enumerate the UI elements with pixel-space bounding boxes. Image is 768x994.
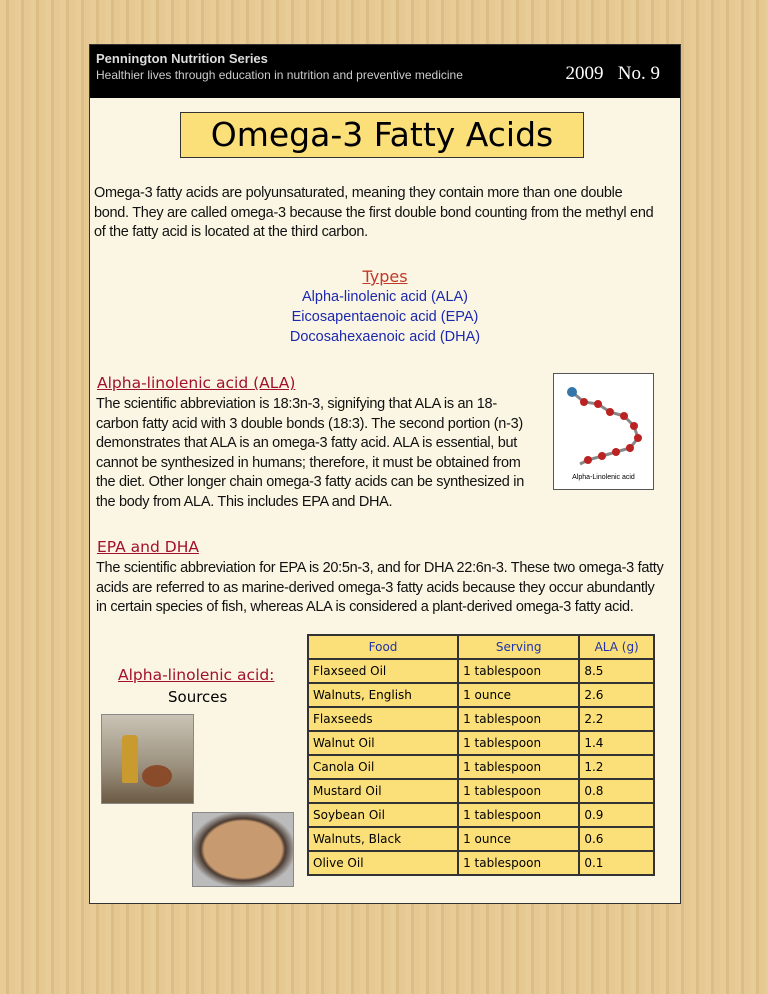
table-cell: 1 tablespoon <box>458 779 579 803</box>
table-row <box>308 755 654 779</box>
table-cell: Canola Oil <box>308 755 458 779</box>
table-cell: 1.4 <box>579 731 654 755</box>
ala-molecule-image <box>553 373 654 490</box>
type-item: Alpha-linolenic acid (ALA) <box>301 289 469 305</box>
table-cell: Walnut Oil <box>308 731 458 755</box>
table-row <box>308 779 654 803</box>
table-cell: Olive Oil <box>308 851 458 875</box>
table-cell: Walnuts, English <box>308 683 458 707</box>
table-cell: Flaxseed Oil <box>308 659 458 683</box>
table-cell: 2.6 <box>579 683 654 707</box>
ala-heading: Alpha-linolenic acid (ALA) <box>97 374 296 392</box>
column-header: Food <box>308 635 458 659</box>
ala-sources-table <box>307 634 655 876</box>
molecule-icon <box>554 374 653 469</box>
table-cell: Walnuts, Black <box>308 827 458 851</box>
issue-number: 2009 No. 9 <box>565 63 660 84</box>
tagline: Healthier lives through education in nutrition and preventive medicine <box>96 68 463 82</box>
table-cell: 1 tablespoon <box>458 851 579 875</box>
header-bar <box>90 45 680 98</box>
walnuts-image <box>192 812 294 887</box>
table-cell: Mustard Oil <box>308 779 458 803</box>
table-cell: 1 tablespoon <box>458 707 579 731</box>
sources-heading: Alpha-linolenic acid: <box>118 666 275 684</box>
table-cell: 2.2 <box>579 707 654 731</box>
table-row <box>308 803 654 827</box>
table-cell: 0.6 <box>579 827 654 851</box>
table-cell: Flaxseeds <box>308 707 458 731</box>
type-item: Eicosapentaenoic acid (EPA) <box>291 309 479 325</box>
types-heading: Types <box>362 267 408 286</box>
epa-heading: EPA and DHA <box>97 538 199 556</box>
table-cell: 0.8 <box>579 779 654 803</box>
epa-text: The scientific abbreviation for EPA is 20:5n-3, and for DHA 22:6n-3. These two omega-3 fatty acids are referred to as marine-derived omega-3 fatty acids because they occur abundantly in certain species of fish, whereas ALA is considered a plant-derived omega-3 fatty acid. <box>96 560 664 616</box>
table-cell: 1.2 <box>579 755 654 779</box>
oil-image <box>101 714 194 804</box>
page-title: Omega-3 Fatty Acids <box>180 112 584 158</box>
ala-text: The scientific abbreviation is 18:3n-3, signifying that ALA is an 18-carbon fatty acid with 3 double bonds (18:3). The second portion (n-3) demonstrates that ALA is an omega-3 fatty acid. ALA is essential, but cannot be synthesized in humans; therefore, it must be obtained from the diet. Other longer chain omega-3 fatty acids can be synthesized in the body from ALA. This includes EPA and DHA. <box>96 396 524 510</box>
intro-text: Omega-3 fatty acids are polyunsaturated, meaning they contain more than one double bond. They are called omega-3 because the first double bond counting from the methyl end of the fatty acid is located at the third carbon. <box>94 185 654 241</box>
column-header: ALA (g) <box>579 635 654 659</box>
table-cell: 1 ounce <box>458 683 579 707</box>
series-name: Pennington Nutrition Series <box>96 51 268 66</box>
table-cell: 0.1 <box>579 851 654 875</box>
table-cell: 1 tablespoon <box>458 755 579 779</box>
table-cell: Soybean Oil <box>308 803 458 827</box>
table-row <box>308 683 654 707</box>
sources-subheading: Sources <box>168 688 228 706</box>
table-cell: 8.5 <box>579 659 654 683</box>
newsletter-page <box>89 44 681 904</box>
table-row <box>308 851 654 875</box>
table-cell: 0.9 <box>579 803 654 827</box>
table-row <box>308 659 654 683</box>
table-cell: 1 tablespoon <box>458 803 579 827</box>
molecule-caption: Alpha-Linolenic acid <box>572 474 635 481</box>
table-cell: 1 tablespoon <box>458 731 579 755</box>
table-row <box>308 731 654 755</box>
table-row <box>308 707 654 731</box>
table-cell: 1 tablespoon <box>458 659 579 683</box>
table-row <box>308 827 654 851</box>
table-cell: 1 ounce <box>458 827 579 851</box>
type-item: Docosahexaenoic acid (DHA) <box>289 329 481 345</box>
column-header: Serving <box>458 635 579 659</box>
types-list <box>90 267 680 347</box>
